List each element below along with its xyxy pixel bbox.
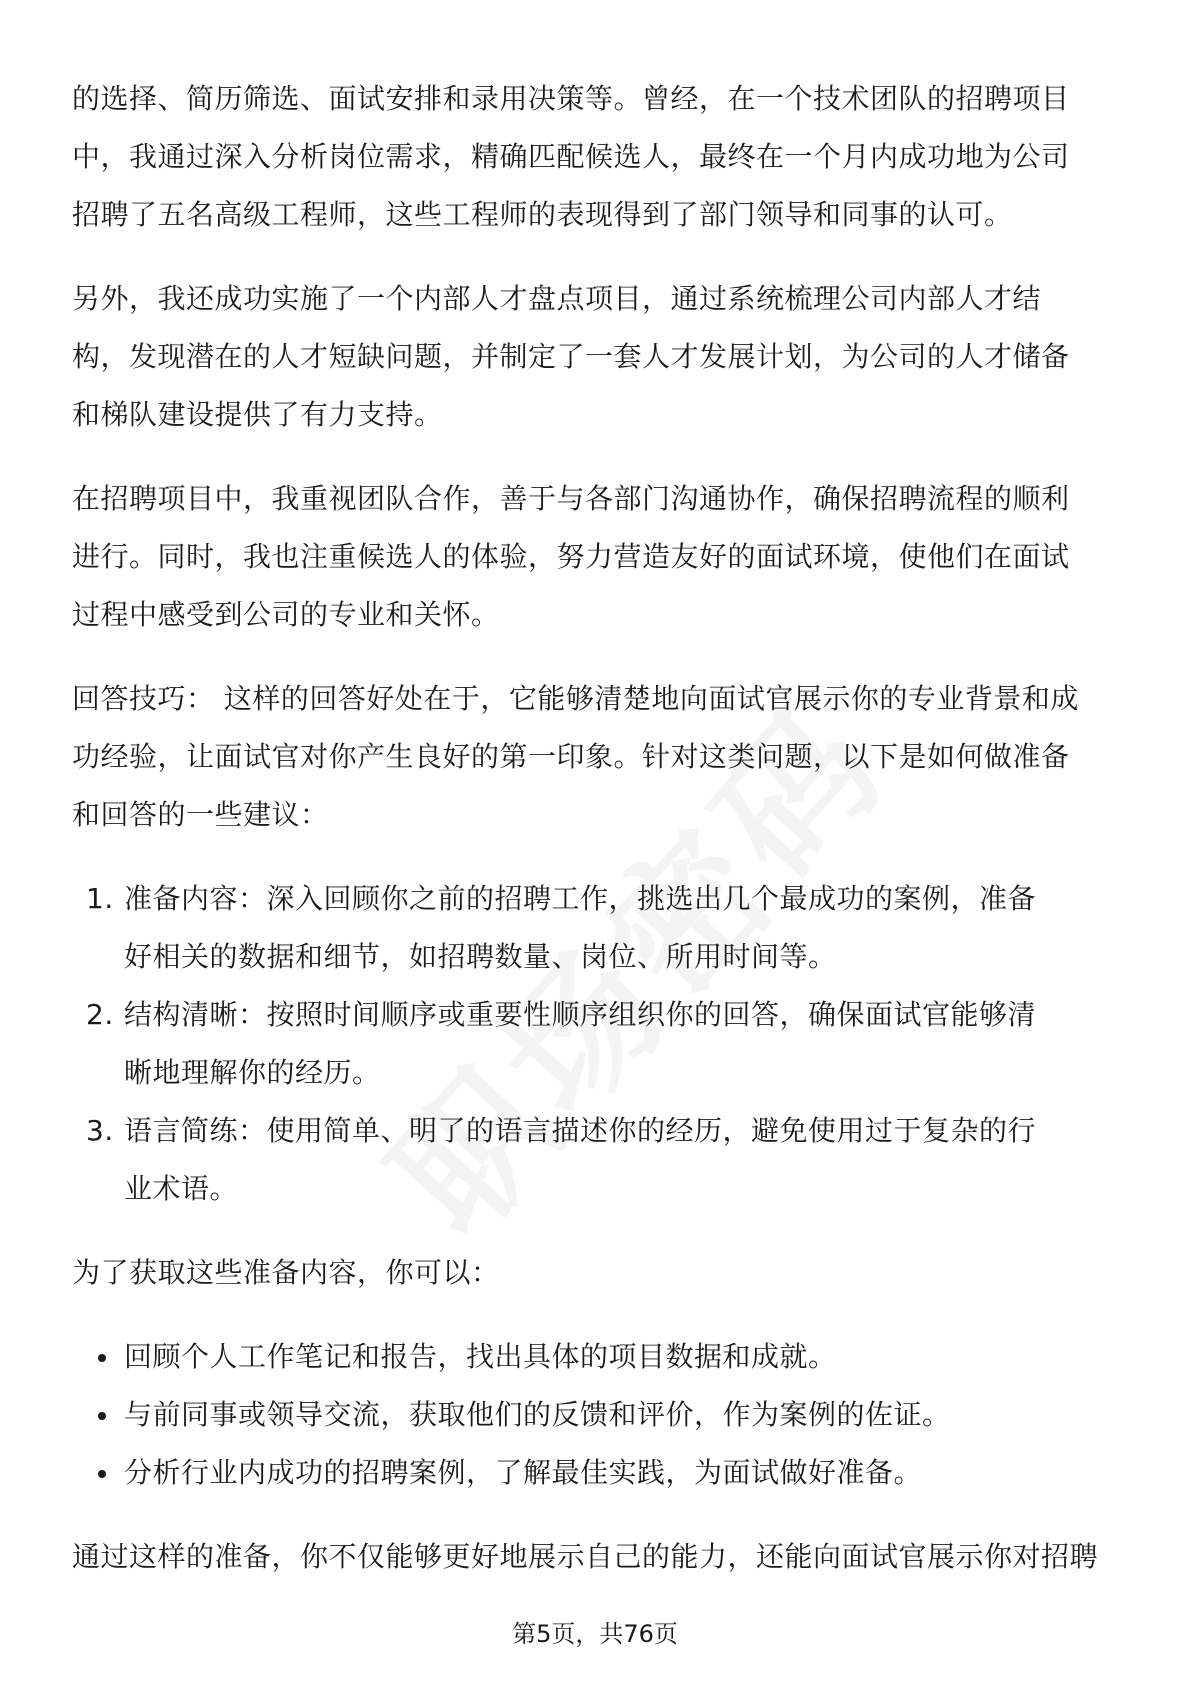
- list-item-text: 回顾个人工作笔记和报告，找出具体的项目数据和成就。: [124, 1340, 837, 1373]
- list-item-text: 结构清晰：按照时间顺序或重要性顺序组织你的回答，确保面试官能够清晰地理解你的经历。: [124, 998, 1037, 1089]
- bullet-list: [72, 1328, 1122, 1502]
- bullet-icon: [98, 1412, 106, 1420]
- list-item: [72, 1102, 1044, 1218]
- bullet-icon: [98, 1470, 106, 1478]
- list-item: [72, 870, 1044, 986]
- list-item: [72, 986, 1044, 1102]
- list-marker: 1.: [86, 882, 114, 915]
- bullet-icon: [98, 1354, 106, 1362]
- paragraph: 另外，我还成功实施了一个内部人才盘点项目，通过系统梳理公司内部人才结构，发现潜在的人才短缺问题，并制定了一套人才发展计划，为公司的人才储备和梯队建设提供了有力支持。: [72, 282, 1070, 431]
- list-item-text: 与前同事或领导交流，获取他们的反馈和评价，作为案例的佐证。: [124, 1398, 951, 1431]
- paragraph: 在招聘项目中，我重视团队合作，善于与各部门沟通协作，确保招聘流程的顺利进行。同时，我也注重候选人的体验，努力营造友好的面试环境，使他们在面试过程中感受到公司的专业和关怀。: [72, 482, 1070, 631]
- list-item-text: 语言简练：使用简单、明了的语言描述你的经历，避免使用过于复杂的行业术语。: [124, 1114, 1037, 1205]
- paragraph: 的选择、简历筛选、面试安排和录用决策等。曾经，在一个技术团队的招聘项目中，我通过深入分析岗位需求，精确匹配候选人，最终在一个月内成功地为公司招聘了五名高级工程师，这些工程师的表现得到了部门领导和同事的认可。: [72, 82, 1070, 231]
- document-body: [72, 70, 1122, 1612]
- list-marker: 2.: [86, 998, 114, 1031]
- list-item: [72, 1328, 1122, 1386]
- list-item-text: 准备内容：深入回顾你之前的招聘工作，挑选出几个最成功的案例，准备好相关的数据和细节，如招聘数量、岗位、所用时间等。: [124, 882, 1037, 973]
- paragraph: 回答技巧： 这样的回答好处在于，它能够清楚地向面试官展示你的专业背景和成功经验，让面试官对你产生良好的第一印象。针对这类问题，以下是如何做准备和回答的一些建议：: [72, 682, 1079, 831]
- list-marker: 3.: [86, 1114, 114, 1147]
- numbered-list: [72, 870, 1122, 1218]
- list-item-text: 分析行业内成功的招聘案例，了解最佳实践，为面试做好准备。: [124, 1456, 923, 1489]
- page-number: 第5页，共76页: [512, 1620, 678, 1648]
- paragraph: 为了获取这些准备内容，你可以：: [72, 1256, 500, 1289]
- list-item: [72, 1444, 1122, 1502]
- list-item: [72, 1386, 1122, 1444]
- paragraph: 通过这样的准备，你不仅能够更好地展示自己的能力，还能向面试官展示你对招聘: [72, 1540, 1099, 1573]
